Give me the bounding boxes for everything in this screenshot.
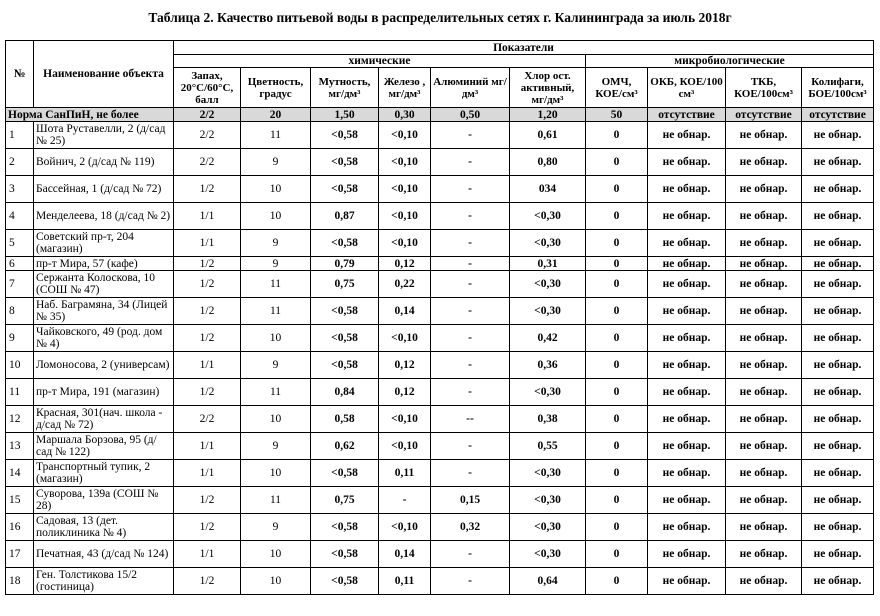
cell-value: - <box>431 352 510 379</box>
cell-value: - <box>431 271 510 298</box>
cell-value: 1/1 <box>174 460 241 487</box>
cell-value: не обнар. <box>648 230 726 257</box>
object-name: Менделеева, 18 (д/сад № 2) <box>34 203 174 230</box>
cell-value: 1/1 <box>174 433 241 460</box>
cell-value: <0,10 <box>379 230 431 257</box>
row-number: 15 <box>6 487 34 514</box>
cell-value: 11 <box>241 487 311 514</box>
table-row <box>6 230 874 257</box>
table-row <box>6 325 874 352</box>
cell-value: 0,61 <box>510 122 586 149</box>
cell-value: 0,14 <box>379 298 431 325</box>
cell-value: <0,58 <box>311 514 379 541</box>
cell-value: 1/2 <box>174 257 241 271</box>
cell-value: 0 <box>586 203 648 230</box>
cell-value: <0,58 <box>311 176 379 203</box>
cell-value: - <box>431 257 510 271</box>
cell-value: 1/2 <box>174 514 241 541</box>
row-number: 1 <box>6 122 34 149</box>
row-number: 14 <box>6 460 34 487</box>
col-header-aluminum: Алюминий мг/дм³ <box>431 68 510 108</box>
cell-value: - <box>431 298 510 325</box>
norm-value: 2/2 <box>174 108 241 122</box>
cell-value: не обнар. <box>802 406 874 433</box>
object-name: Войнич, 2 (д/сад № 119) <box>34 149 174 176</box>
cell-value: <0,10 <box>379 149 431 176</box>
row-number: 5 <box>6 230 34 257</box>
cell-value: не обнар. <box>726 514 802 541</box>
cell-value: не обнар. <box>648 406 726 433</box>
cell-value: не обнар. <box>802 541 874 568</box>
cell-value: - <box>431 460 510 487</box>
row-number: 11 <box>6 379 34 406</box>
cell-value: не обнар. <box>802 325 874 352</box>
cell-value: не обнар. <box>802 271 874 298</box>
object-name: пр-т Мира, 191 (магазин) <box>34 379 174 406</box>
cell-value: не обнар. <box>802 257 874 271</box>
cell-value: 1/2 <box>174 487 241 514</box>
cell-value: 0 <box>586 149 648 176</box>
cell-value: не обнар. <box>726 541 802 568</box>
cell-value: 9 <box>241 514 311 541</box>
object-name: Красная, 301(нач. школа - д/сад № 72) <box>34 406 174 433</box>
cell-value: 0 <box>586 230 648 257</box>
cell-value: не обнар. <box>648 149 726 176</box>
cell-value: -- <box>431 406 510 433</box>
table-row <box>6 122 874 149</box>
cell-value: 0,84 <box>311 379 379 406</box>
row-number: 18 <box>6 568 34 595</box>
cell-value: 0 <box>586 514 648 541</box>
row-number: 9 <box>6 325 34 352</box>
cell-value: не обнар. <box>648 568 726 595</box>
col-header-odor: Запах, 20°С/60°С, балл <box>174 68 241 108</box>
cell-value: <0,58 <box>311 122 379 149</box>
cell-value: 0,31 <box>510 257 586 271</box>
cell-value: 1/1 <box>174 203 241 230</box>
cell-value: 9 <box>241 230 311 257</box>
cell-value: 0 <box>586 271 648 298</box>
cell-value: - <box>431 433 510 460</box>
cell-value: 2/2 <box>174 149 241 176</box>
table-row <box>6 352 874 379</box>
cell-value: не обнар. <box>648 352 726 379</box>
table-row <box>6 149 874 176</box>
cell-value: - <box>431 176 510 203</box>
cell-value: 0,11 <box>379 568 431 595</box>
cell-value: не обнар. <box>726 352 802 379</box>
cell-value: 0,55 <box>510 433 586 460</box>
norm-value: 1,20 <box>510 108 586 122</box>
object-name: Маршала Борзова, 95 (д/сад № 122) <box>34 433 174 460</box>
cell-value: <0,10 <box>379 203 431 230</box>
object-name: Ломоносова, 2 (универсам) <box>34 352 174 379</box>
cell-value: 0 <box>586 379 648 406</box>
cell-value: 1/2 <box>174 271 241 298</box>
cell-value: - <box>431 149 510 176</box>
cell-value: <0,10 <box>379 176 431 203</box>
cell-value: <0,30 <box>510 230 586 257</box>
cell-value: <0,58 <box>311 230 379 257</box>
row-number: 3 <box>6 176 34 203</box>
chemical-header: химические <box>174 55 586 68</box>
cell-value: 9 <box>241 149 311 176</box>
table-row <box>6 257 874 271</box>
cell-value: не обнар. <box>648 487 726 514</box>
cell-value: 9 <box>241 257 311 271</box>
object-name: Бассейная, 1 (д/сад № 72) <box>34 176 174 203</box>
cell-value: 0 <box>586 568 648 595</box>
cell-value: 0 <box>586 487 648 514</box>
object-name: Наб. Баграмяна, 34 (Лицей № 35) <box>34 298 174 325</box>
table-row <box>6 487 874 514</box>
cell-value: не обнар. <box>726 271 802 298</box>
cell-value: <0,30 <box>510 541 586 568</box>
cell-value: 0,12 <box>379 379 431 406</box>
row-number: 2 <box>6 149 34 176</box>
cell-value: 0,22 <box>379 271 431 298</box>
cell-value: 10 <box>241 460 311 487</box>
cell-value: не обнар. <box>726 257 802 271</box>
cell-value: 10 <box>241 203 311 230</box>
cell-value: не обнар. <box>802 149 874 176</box>
cell-value: <0,10 <box>379 325 431 352</box>
object-name: Суворова, 139а (СОШ № 28) <box>34 487 174 514</box>
cell-value: не обнар. <box>726 203 802 230</box>
cell-value: не обнар. <box>648 122 726 149</box>
table-row <box>6 298 874 325</box>
cell-value: 9 <box>241 352 311 379</box>
table-row <box>6 541 874 568</box>
cell-value: не обнар. <box>726 230 802 257</box>
table-row <box>6 271 874 298</box>
cell-value: 0,58 <box>311 406 379 433</box>
cell-value: 0 <box>586 460 648 487</box>
cell-value: 1/2 <box>174 176 241 203</box>
cell-value: не обнар. <box>802 379 874 406</box>
cell-value: не обнар. <box>726 149 802 176</box>
cell-value: 0 <box>586 122 648 149</box>
cell-value: 0 <box>586 176 648 203</box>
table-row <box>6 514 874 541</box>
cell-value: не обнар. <box>802 203 874 230</box>
cell-value: не обнар. <box>726 406 802 433</box>
cell-value: <0,30 <box>510 203 586 230</box>
row-number: 16 <box>6 514 34 541</box>
table-row <box>6 460 874 487</box>
col-header-color: Цветность, градус <box>241 68 311 108</box>
cell-value: <0,10 <box>379 433 431 460</box>
object-name: Чайковского, 49 (род. дом № 4) <box>34 325 174 352</box>
micro-header: микробиологические <box>586 55 874 68</box>
cell-value: не обнар. <box>726 487 802 514</box>
cell-value: 0 <box>586 325 648 352</box>
cell-value: - <box>431 230 510 257</box>
cell-value: не обнар. <box>648 257 726 271</box>
cell-value: 0,38 <box>510 406 586 433</box>
object-name: Ген. Толстикова 15/2 (гостиница) <box>34 568 174 595</box>
cell-value: 0,12 <box>379 352 431 379</box>
cell-value: <0,58 <box>311 325 379 352</box>
object-name: Сержанта Колоскова, 10 (СОШ № 47) <box>34 271 174 298</box>
cell-value: - <box>431 379 510 406</box>
table-row <box>6 568 874 595</box>
cell-value: 0 <box>586 352 648 379</box>
cell-value: 1/1 <box>174 541 241 568</box>
water-quality-table <box>5 40 874 595</box>
cell-value: не обнар. <box>648 176 726 203</box>
cell-value: 0 <box>586 541 648 568</box>
cell-value: 1/2 <box>174 568 241 595</box>
cell-value: не обнар. <box>726 568 802 595</box>
cell-value: 0,15 <box>431 487 510 514</box>
cell-value: 0,64 <box>510 568 586 595</box>
cell-value: - <box>431 325 510 352</box>
col-header-turbidity: Мутность, мг/дм³ <box>311 68 379 108</box>
col-header-tkb: ТКБ, КОЕ/100см³ <box>726 68 802 108</box>
row-number: 7 <box>6 271 34 298</box>
cell-value: не обнар. <box>726 325 802 352</box>
norm-value: отсутствие <box>648 108 726 122</box>
object-name: Печатная, 43 (д/сад № 124) <box>34 541 174 568</box>
cell-value: 0,75 <box>311 271 379 298</box>
norm-value: 1,50 <box>311 108 379 122</box>
cell-value: не обнар. <box>648 514 726 541</box>
cell-value: 10 <box>241 176 311 203</box>
cell-value: не обнар. <box>802 514 874 541</box>
cell-value: 0,87 <box>311 203 379 230</box>
cell-value: 0,62 <box>311 433 379 460</box>
cell-value: не обнар. <box>726 298 802 325</box>
table-row <box>6 176 874 203</box>
row-number: 4 <box>6 203 34 230</box>
cell-value: 2/2 <box>174 406 241 433</box>
cell-value: 0 <box>586 257 648 271</box>
cell-value: 11 <box>241 122 311 149</box>
cell-value: не обнар. <box>802 230 874 257</box>
table-title: Таблица 2. Качество питьевой воды в распределительных сетях г. Калининграда за июль 2018г <box>148 10 732 25</box>
cell-value: 1/1 <box>174 352 241 379</box>
cell-value: не обнар. <box>648 271 726 298</box>
cell-value: 0,79 <box>311 257 379 271</box>
cell-value: <0,30 <box>510 379 586 406</box>
cell-value: не обнар. <box>648 541 726 568</box>
cell-value: <0,10 <box>379 406 431 433</box>
cell-value: 0 <box>586 298 648 325</box>
table-row <box>6 433 874 460</box>
cell-value: 11 <box>241 271 311 298</box>
norm-value: 0,50 <box>431 108 510 122</box>
norm-value: 0,30 <box>379 108 431 122</box>
cell-value: не обнар. <box>802 352 874 379</box>
cell-value: не обнар. <box>802 487 874 514</box>
cell-value: - <box>431 541 510 568</box>
col-header-okb: ОКБ, КОЕ/100 см³ <box>648 68 726 108</box>
row-number: 12 <box>6 406 34 433</box>
cell-value: не обнар. <box>802 176 874 203</box>
col-header-coliphages: Колифаги, БОЕ/100см³ <box>802 68 874 108</box>
row-number: 10 <box>6 352 34 379</box>
cell-value: <0,30 <box>510 514 586 541</box>
table-row <box>6 406 874 433</box>
cell-value: <0,58 <box>311 298 379 325</box>
cell-value: 0,36 <box>510 352 586 379</box>
object-name: Садовая, 13 (дет. поликлиника № 4) <box>34 514 174 541</box>
cell-value: 0,80 <box>510 149 586 176</box>
cell-value: <0,58 <box>311 352 379 379</box>
cell-value: не обнар. <box>802 460 874 487</box>
norm-value: 50 <box>586 108 648 122</box>
cell-value: не обнар. <box>648 433 726 460</box>
cell-value: - <box>379 487 431 514</box>
col-header-iron: Железо , мг/дм³ <box>379 68 431 108</box>
row-number: 17 <box>6 541 34 568</box>
norm-value: отсутствие <box>726 108 802 122</box>
cell-value: не обнар. <box>726 176 802 203</box>
cell-value: <0,30 <box>510 460 586 487</box>
cell-value: 034 <box>510 176 586 203</box>
table-row <box>6 379 874 406</box>
row-number: 8 <box>6 298 34 325</box>
cell-value: не обнар. <box>726 433 802 460</box>
object-name: Советский пр-т, 204 (магазин) <box>34 230 174 257</box>
norm-value: отсутствие <box>802 108 874 122</box>
cell-value: не обнар. <box>648 203 726 230</box>
cell-value: 0,11 <box>379 460 431 487</box>
cell-value: <0,58 <box>311 149 379 176</box>
cell-value: не обнар. <box>648 460 726 487</box>
cell-value: 0,32 <box>431 514 510 541</box>
cell-value: не обнар. <box>726 460 802 487</box>
norm-label: Норма СанПиН, не более <box>6 108 174 122</box>
cell-value: 0 <box>586 433 648 460</box>
cell-value: 9 <box>241 433 311 460</box>
cell-value: <0,10 <box>379 122 431 149</box>
cell-value: не обнар. <box>802 433 874 460</box>
cell-value: 2/2 <box>174 122 241 149</box>
cell-value: 10 <box>241 568 311 595</box>
cell-value: 0,42 <box>510 325 586 352</box>
row-number: 6 <box>6 257 34 271</box>
cell-value: 1/1 <box>174 230 241 257</box>
table-row <box>6 203 874 230</box>
cell-value: не обнар. <box>648 298 726 325</box>
cell-value: 0,14 <box>379 541 431 568</box>
cell-value: 1/2 <box>174 325 241 352</box>
cell-value: не обнар. <box>648 379 726 406</box>
col-header-omch: ОМЧ, КОЕ/см³ <box>586 68 648 108</box>
cell-value: <0,30 <box>510 487 586 514</box>
cell-value: 0,12 <box>379 257 431 271</box>
cell-value: 1/2 <box>174 298 241 325</box>
cell-value: 11 <box>241 379 311 406</box>
cell-value: не обнар. <box>802 568 874 595</box>
cell-value: 0,75 <box>311 487 379 514</box>
cell-value: 10 <box>241 325 311 352</box>
cell-value: не обнар. <box>802 122 874 149</box>
cell-value: - <box>431 568 510 595</box>
object-name: Шота Руставелли, 2 (д/сад № 25) <box>34 122 174 149</box>
cell-value: <0,58 <box>311 541 379 568</box>
object-name: пр-т Мира, 57 (кафе) <box>34 257 174 271</box>
cell-value: 0 <box>586 406 648 433</box>
norm-value: 20 <box>241 108 311 122</box>
col-header-chlorine: Хлор ост. активный, мг/дм³ <box>510 68 586 108</box>
col-header-number: № <box>6 41 34 108</box>
cell-value: <0,30 <box>510 271 586 298</box>
norm-row <box>6 108 874 122</box>
cell-value: не обнар. <box>726 122 802 149</box>
cell-value: 10 <box>241 406 311 433</box>
cell-value: <0,58 <box>311 568 379 595</box>
indicators-header: Показатели <box>174 41 874 55</box>
cell-value: <0,10 <box>379 514 431 541</box>
cell-value: не обнар. <box>726 379 802 406</box>
cell-value: 1/2 <box>174 379 241 406</box>
cell-value: <0,58 <box>311 460 379 487</box>
cell-value: - <box>431 203 510 230</box>
row-number: 13 <box>6 433 34 460</box>
cell-value: - <box>431 122 510 149</box>
object-name: Транспортный тупик, 2 (магазин) <box>34 460 174 487</box>
cell-value: не обнар. <box>802 298 874 325</box>
cell-value: 10 <box>241 541 311 568</box>
col-header-name: Наименование объекта <box>34 41 174 108</box>
cell-value: <0,30 <box>510 298 586 325</box>
cell-value: 11 <box>241 298 311 325</box>
cell-value: не обнар. <box>648 325 726 352</box>
